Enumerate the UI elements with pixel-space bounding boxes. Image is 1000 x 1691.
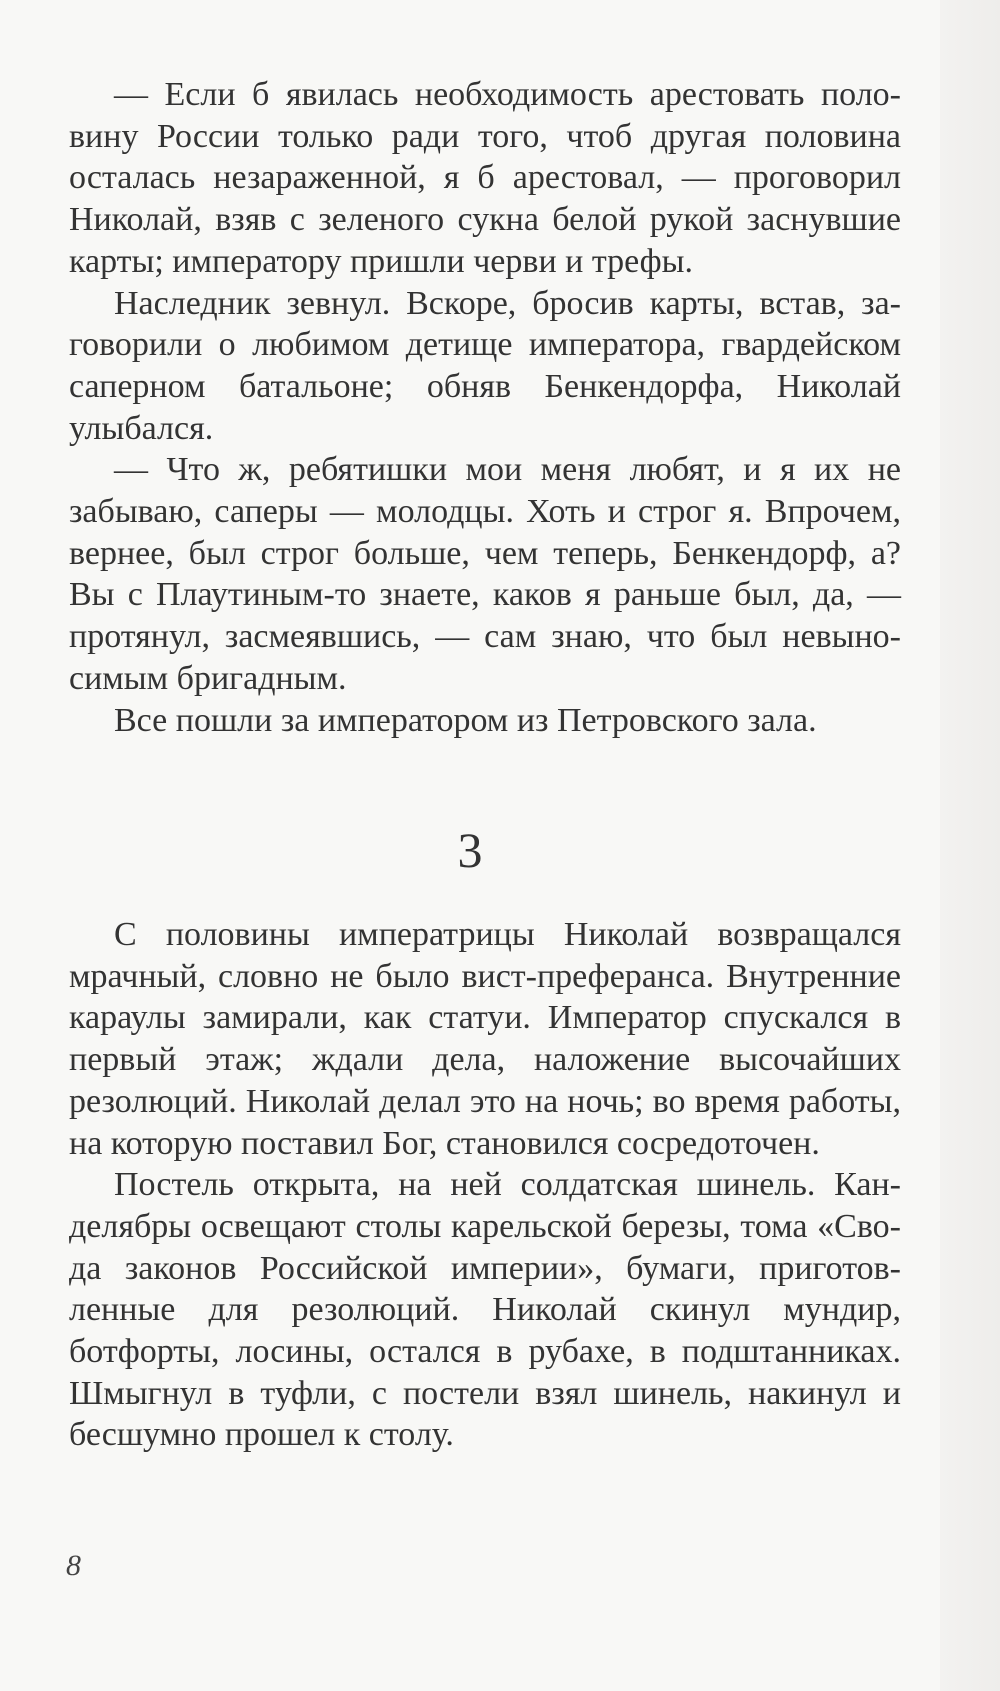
chapter-number: 3 — [457, 822, 483, 878]
paragraph-4: Все пошли за императором из Петровского зала. — [114, 701, 817, 739]
page-number: 8 — [66, 1549, 81, 1582]
text-block-top — [69, 74, 901, 741]
text-block-bottom — [69, 914, 901, 1456]
paragraph-5: С половины императрицы Николай возвращался мрачный, словно не было вист-преферанса. Внутренние караулы замирали, как статуи. Император спускался в первый этаж; ждали дела, наложение высочайших резолюций. Николай делал это на ночь; во время работы, на которую поставил Бог, становился сосредоточен. — [69, 916, 901, 1162]
paragraph-3: — Что ж, ребятишки мои меня любят, и я их не забываю, саперы — молодцы. Хоть и строг я. Впрочем, вернее, был строг больше, чем теперь, Бенкендорф, а? Вы с Плаутиным-то знаете, каков я раньше был, да, — протянул, засмеявшись, — сам знаю, что был невыносимым бригадным. — [69, 451, 901, 697]
paragraph-1: — Если б явилась необходимость арестовать половину России только ради того, чтоб другая половина осталась незараженной, я б арестовал, — проговорил Николай, взяв с зеленого сукна белой рукой заснувшие карты; императору пришли черви и трефы. — [69, 76, 901, 280]
page-edge — [940, 0, 1000, 1691]
paragraph-6: Постель открыта, на ней солдатская шинель. Канделябры освещают столы карельской березы, тома «Свода законов Российской империи», бумаги, приготовленные для резолюций. Николай скинул мундир, ботфорты, лосины, остался в рубахе, в подштанниках. Шмыгнул в туфли, с постели взял шинель, накинул и бесшумно прошел к столу. — [69, 1166, 901, 1454]
paragraph-2: Наследник зевнул. Вскоре, бросив карты, встав, заговорили о любимом детище императора, гвардейском саперном батальоне; обняв Бенкендорфа, Николай улыбался. — [69, 284, 901, 447]
